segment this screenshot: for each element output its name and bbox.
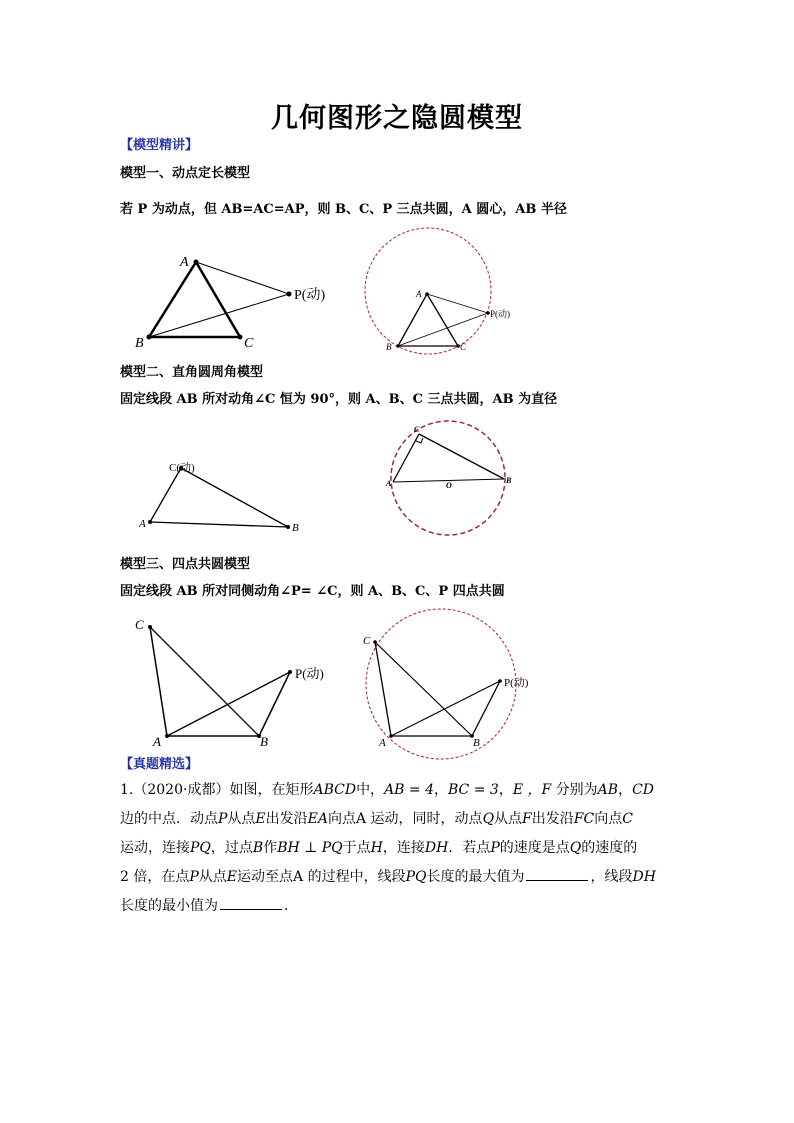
math-dh: DH <box>632 869 656 885</box>
label-P-dynamic: P(动) <box>504 677 529 689</box>
math-e: E <box>226 869 238 885</box>
question-source: （2020·成都） <box>133 782 230 798</box>
model3-quad-figure <box>130 612 345 750</box>
label-P-dynamic: P(动) <box>295 666 324 681</box>
text-fragment: 向点A 运动，同时，动点 <box>328 811 483 827</box>
text-fragment: ，过点 <box>210 840 253 856</box>
text-fragment: 2 倍，在点 <box>120 869 190 885</box>
text-fragment: 长度的最大值为 <box>426 869 525 885</box>
text-fragment: 长度的最小值为 <box>120 898 218 914</box>
math-bc-eq: BC = 3 <box>448 782 499 798</box>
text-fragment: 的速度是点 <box>499 840 570 856</box>
model2-circle-figure <box>380 418 520 540</box>
text-fragment: 从点 <box>227 811 256 827</box>
math-pq: PQ <box>190 840 211 856</box>
answer-blank-2[interactable] <box>220 908 282 910</box>
math-abcd: ABCD <box>313 782 357 798</box>
label-B: B <box>260 734 268 749</box>
text-fragment: 于点 <box>342 840 371 856</box>
label-A: A <box>139 518 146 530</box>
math-p: P <box>189 869 199 885</box>
math-c: C <box>622 811 633 827</box>
text-fragment: 边的中点．动点 <box>120 811 218 827</box>
label-P-dynamic: P(动) <box>490 309 510 319</box>
label-A: A <box>180 255 189 270</box>
label-B: B <box>473 737 480 749</box>
label-B: B <box>506 476 512 485</box>
math-e: E <box>255 811 266 827</box>
label-P-dynamic: P(动) <box>294 288 326 303</box>
model3-heading: 模型三、四点共圆模型 <box>120 557 251 572</box>
label-O: O <box>446 481 452 490</box>
text-fragment: 运动至点A 的过程中，线段 <box>237 869 406 885</box>
text-fragment: 分别为 <box>555 782 598 798</box>
text-fragment: 出发沿 <box>265 811 308 827</box>
question-1-line-3 <box>120 834 637 863</box>
math-bh-perp-pq: BH ⊥ PQ <box>277 840 343 856</box>
math-f: F <box>522 811 532 827</box>
model1-circle-figure <box>360 228 510 358</box>
math-h: H <box>370 840 383 856</box>
model3-circle-figure <box>355 626 540 754</box>
math-p: P <box>218 811 228 827</box>
math-p: P <box>490 840 500 856</box>
question-number: 1. <box>120 782 134 798</box>
label-C: C <box>414 425 420 434</box>
math-cd: CD <box>632 782 654 798</box>
model2-triangle-figure <box>135 455 315 535</box>
text-fragment: 向点 <box>594 811 623 827</box>
math-fc: FC <box>573 811 595 827</box>
page-title: 几何图形之隐圆模型 <box>271 103 523 134</box>
label-C-dynamic: C(动) <box>169 462 195 474</box>
label-A: A <box>379 737 386 749</box>
model1-description: 若 P 为动点，但 AB=AC=AP，则 B、C、P 三点共圆，A 圆心，AB 半径 <box>120 202 567 217</box>
label-A: A <box>153 734 161 749</box>
question-1-line-1: 1.（2020·成都）如图，在矩形ABCD中，AB = 4，BC = 3，E ，F 分别为AB，CD <box>120 782 654 798</box>
math-ea: EA <box>307 811 328 827</box>
text-fragment: 中， <box>356 782 385 798</box>
label-B: B <box>386 342 392 352</box>
math-e-f: E ，F <box>512 782 552 798</box>
label-C: C <box>135 617 144 632</box>
answer-blank-1[interactable] <box>526 879 588 881</box>
label-C: C <box>460 342 467 352</box>
math-pq: PQ <box>405 869 427 885</box>
label-B: B <box>135 336 144 351</box>
text-fragment: ，连接 <box>382 840 425 856</box>
text-fragment: 如图，在矩形 <box>229 782 314 798</box>
question-1-line-2 <box>120 805 633 834</box>
math-b: B <box>252 840 264 856</box>
text-fragment: ． <box>284 898 298 914</box>
text-fragment: 出发沿 <box>531 811 574 827</box>
text-fragment: 从点 <box>198 869 227 885</box>
section-model-heading: 【模型精讲】 <box>120 138 199 153</box>
model3-description: 固定线段 AB 所对同侧动角∠P= ∠C，则 A、B、C、P 四点共圆 <box>120 584 505 599</box>
label-A: A <box>386 479 392 488</box>
math-ab: AB <box>597 782 619 798</box>
text-fragment: ．若点 <box>448 840 491 856</box>
model1-heading: 模型一、动点定长模型 <box>120 166 251 181</box>
text-fragment: ，线段 <box>590 869 633 885</box>
model2-heading: 模型二、直角圆周角模型 <box>120 365 264 380</box>
model2-description: 固定线段 AB 所对动角∠C 恒为 90°，则 A、B、C 三点共圆，AB 为直径 <box>120 392 558 407</box>
label-B: B <box>292 522 299 534</box>
text-fragment: 作 <box>263 840 278 856</box>
math-q: Q <box>482 811 495 827</box>
label-C: C <box>244 336 254 351</box>
label-A: A <box>416 289 422 299</box>
model1-triangle-figure <box>130 250 350 355</box>
math-ab-eq: AB = 4 <box>384 782 434 798</box>
text-fragment: 的速度的 <box>581 840 638 856</box>
label-C: C <box>363 635 371 647</box>
math-dh: DH <box>424 840 449 856</box>
text-fragment: 运动，连接 <box>120 840 190 856</box>
question-1-line-4 <box>120 863 656 892</box>
text-fragment: 从点 <box>494 811 523 827</box>
question-1-line-5 <box>120 892 298 921</box>
section-exam-heading: 【真题精选】 <box>120 757 199 772</box>
math-q: Q <box>569 840 582 856</box>
